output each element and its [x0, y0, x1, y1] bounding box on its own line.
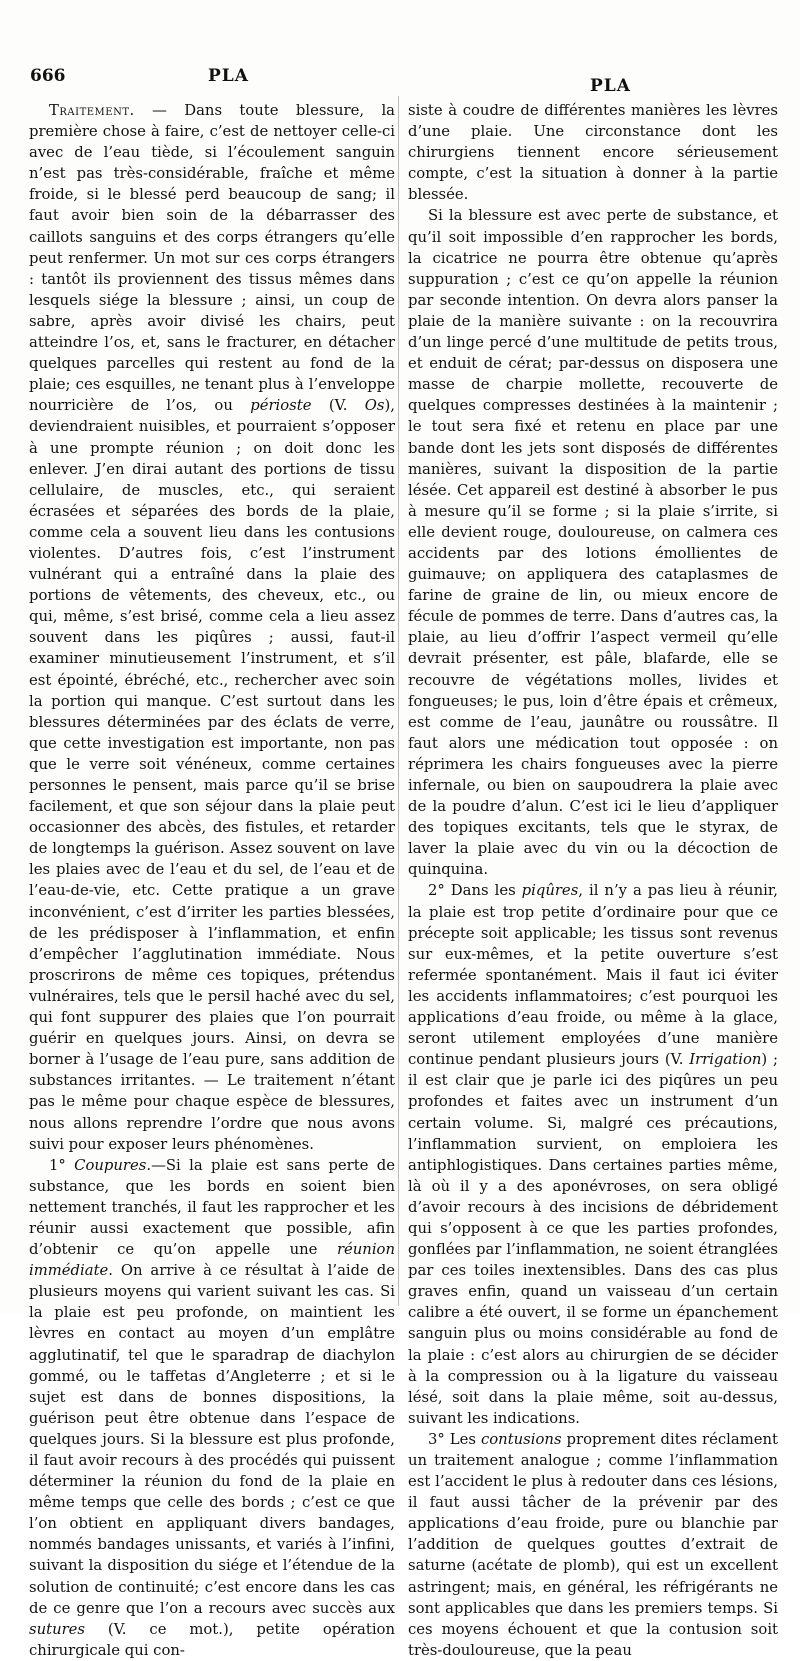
right-column [408, 100, 778, 1659]
cross-reference: Os [364, 397, 385, 415]
item-number: 1° [49, 1156, 75, 1174]
paragraph-piqures [408, 880, 778, 1428]
item-number: 2° Dans les [428, 882, 522, 900]
paragraph-text: (V. ce mot.), petite opération chirurgicale qui con- [29, 1620, 395, 1659]
section-label-contusions: contusions [480, 1430, 562, 1448]
paragraph-text: — Dans toute blessure, la première chose à faire, c’est de nettoyer celle-ci avec de l’eau tiède, si l’écoulement sanguin n’est pas très-considérable, fraîche et même froide, si le blessé perd beaucoup de sang; il faut avoir bien soin de la débarrasser des caillots sanguins et des corps étrangers qu’elle peut renfermer. Un mot sur ces corps étrangers : tantôt ils proviennent des tissus mêmes dans lesquels siége la blessure ; ainsi, un coup de sabre, après avoir divisé les chairs, peut atteindre l’os, et, sans le fracturer, en détacher quelques parcelles qui restent au fond de la plaie; ces esquilles, ne tenant plus à l’enveloppe nourricière de l’os, ou [29, 102, 395, 415]
left-column [29, 100, 396, 1659]
paragraph-text: (V. [311, 397, 365, 415]
section-label-piqures: piqûres [521, 882, 579, 900]
section-label-coupures: Coupures. [74, 1156, 152, 1174]
column-divider [398, 96, 399, 1306]
paragraph-text: , il n’y a pas lieu à réunir, la plaie est trop petite d’ordinaire pour que ce précepte soit applicable; les tissus sont revenus sur eux-mêmes, et la petite ouverture s’est refermée spontanément. Mais il faut ici éviter les accidents inflammatoires; c’est pourquoi les applications d’eau froide, ou même à la glace, seront utilement employées d’une manière continue pendant plusieurs jours (V. [408, 882, 778, 1069]
italic-term: périoste [250, 397, 312, 415]
paragraph-text: —Si la plaie est sans perte de substance, que les bords en soient bien nettement tranchés, il faut les rapprocher et les réunir aussi exactement que possible, afin d’obtenir ce qu’on appelle une [29, 1156, 395, 1259]
page-header [30, 66, 790, 96]
running-head-left: PLA [208, 66, 249, 86]
running-head-right: PLA [590, 76, 631, 96]
cross-reference: Irrigation [689, 1051, 762, 1069]
paragraph-text: proprement dites réclament un traitement analogue ; comme l’inflammation est l’accident le plus à redouter dans ces lésions, il faut aussi tâcher de la prévenir par des applications d’eau froide, pure ou blanchie par l’addition de quelques gouttes d’extrait de saturne (acétate de plomb), qui est un excellent astringent; mais, en général, les réfrigérants ne sont applicables que dans les premiers temps. Si ces moyens échouent et que la contusion soit très-douloureuse, que la peau [408, 1430, 778, 1659]
paragraph-perte-substance: Si la blessure est avec perte de substance, et qu’il soit impossible d’en rapprocher les bords, la cicatrice ne pourra être obtenue qu’après suppuration ; c’est ce qu’on appelle la réunion par seconde intention. On devra alors panser la plaie de la manière suivante : on la recouvrira d’un linge percé d’une multitude de petits trous, et enduit de cérat; par-dessus on disposera une masse de charpie mollette, recouverte de quelques compresses destinées à la maintenir ; le tout sera fixé et retenu en place par une bande dont les jets sont disposés de différentes manières, suivant la disposition de la partie lésée. Cet appareil est destiné à absorber le pus à mesure qu’il se forme ; si la plaie s’irrite, si elle devient rouge, douloureuse, on calmera ces accidents par des lotions émollientes de guimauve; on appliquera des cataplasmes de farine de graine de lin, ou mieux encore de fécule de pommes de terre. Dans d’autres cas, la plaie, au lieu d’offrir l’aspect vermeil qu’elle devrait présenter, est pâle, blafarde, elle se recouvre de végétations molles, livides et fongueuses; le pus, loin d’être épais et crêmeux, est comme de l’eau, jaunâtre ou roussâtre. Il faut alors une médication tout opposée : on réprimera les chairs fongueuses avec la pierre infernale, ou bien on saupoudrera la plaie avec de la poudre d’alun. C’est ici le lieu d’appliquer des topiques excitants, tels que le styrax, de laver la plaie avec du vin ou la décoction de quinquina. [408, 207, 778, 879]
section-label-traitement: Traitement. [49, 102, 135, 119]
italic-term: réunion immédiate [29, 1241, 395, 1280]
paragraph-continuation: siste à coudre de différentes manières les lèvres d’une plaie. Une circonstance dont les chirurgiens tiennent encore sérieusement compte, c’est la situation à donner à la partie blessée. [408, 102, 778, 204]
paragraph-coupures [29, 1155, 395, 1661]
paragraph-text: ) ; il est clair que je parle ici des piqûres un peu profondes et faites avec un instrument d’un certain volume. Si, malgré ces précautions, l’inflammation survient, on emploiera les antiphlogistiques. Dans certaines parties même, là où il y a des aponévroses, on sera obligé d’avoir recours à des incisions de débridement qui s’opposent à ce que les parties profondes, gonflées par l’inflammation, ne soient étranglées par ces toiles inextensibles. Dans des cas plus graves enfin, quand un vaisseau d’un certain calibre a été ouvert, il se forme un épanchement sanguin plus ou moins considérable au fond de la plaie : c’est alors au chirurgien de se décider à la compression ou à la ligature du vaisseau lésé, soit dans la plaie même, soit au-dessus, suivant les indications. [408, 1051, 778, 1427]
page-number: 666 [30, 66, 66, 86]
cross-reference: sutures [29, 1620, 86, 1638]
paragraph-traitement [29, 100, 395, 1155]
item-number: 3° Les [428, 1430, 481, 1448]
paragraph-text: . On arrive à ce résultat à l’aide de plusieurs moyens qui varient suivant les cas. Si la plaie est peu profonde, on maintient les lèvres en contact au moyen d’un emplâtre agglutinatif, tel que le sparadrap de diachylon gommé, ou le taffetas d’Angleterre ; et si le sujet est dans de bonnes dispositions, la guérison peut être obtenue dans l’espace de quelques jours. Si la blessure est plus profonde, il faut avoir recours à des procédés qui puissent déterminer la réunion du fond de la plaie en même temps que celle des bords ; c’est ce que l’on obtient en appliquant divers bandages, nommés bandages unissants, et variés à l’infini, suivant la disposition du siége et l’étendue de la solution de continuité; c’est encore dans les cas de ce genre que l’on a recours avec succès aux [29, 1262, 395, 1617]
paragraph-contusions [408, 1429, 778, 1661]
paragraph-text: ), deviendraient nuisibles, et pourraient s’opposer à une prompte réunion ; on doit donc les enlever. J’en dirai autant des portions de tissu cellulaire, de muscles, etc., qui seraient écrasées et séparées des bords de la plaie, comme cela a souvent lieu dans les contusions violentes. D’autres fois, c’est l’instrument vulnérant qui a entraîné dans la plaie des portions de vêtements, des cheveux, etc., ou qui, même, s’est brisé, comme cela a lieu assez souvent dans les piqûres ; aussi, faut-il examiner minutieusement l’instrument, et s’il est épointé, ébréché, etc., rechercher avec soin la portion qui manque. C’est surtout dans les blessures déterminées par des éclats de verre, que cette investigation est importante, non pas que le verre soit vénéneux, comme certaines personnes le pensent, mais parce qu’il se brise facilement, et que son séjour dans la plaie peut occasionner des abcès, des fistules, et retarder de longtemps la guérison. Assez souvent on lave les plaies avec de l’eau et du sel, de l’eau et de l’eau-de-vie, etc. Cette pratique a un grave inconvénient, c’est d’irriter les parties blessées, de les prédisposer à l’inflammation, et enfin d’empêcher l’agglutination immédiate. Nous proscrirons de même ces topiques, prétendus vulnéraires, tels que le persil haché avec du sel, qui font suppurer des plaies que l’on pourrait guérir en quelques jours. Ainsi, on devra se borner à l’usage de l’eau pure, sans addition de substances irritantes. — Le traitement n’étant pas le même pour chaque espèce de blessures, nous allons reprendre l’ordre que nous avons suivi pour exposer leurs phénomènes. [29, 397, 396, 1153]
